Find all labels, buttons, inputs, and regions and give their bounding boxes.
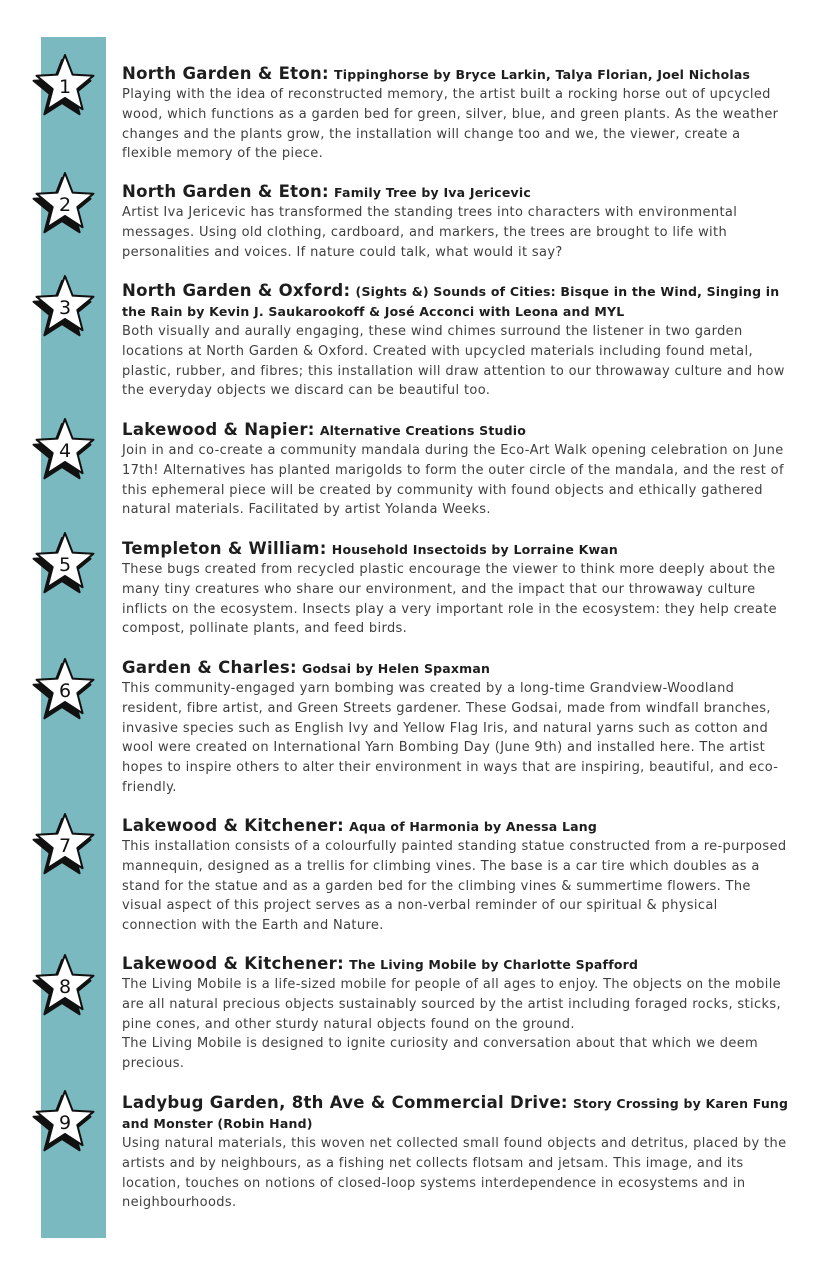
entry-title: The Living Mobile by Charlotte Spafford [349,957,639,972]
entry-number: 3 [58,297,72,319]
entry-description [122,975,792,1074]
star-number-badge [33,1089,97,1153]
entry-heading [122,658,792,678]
entry-description [122,203,792,262]
entry-location: North Garden & Eton: [122,64,329,83]
star-number-badge [33,953,97,1017]
entry-number: 9 [58,1112,72,1134]
description-paragraph: These bugs created from recycled plastic encourage the viewer to think more deeply about the many tiny creatures who share our environment, and the impact that our throwaway culture inflicts on the ecosystem. Insects play a very important role in the ecosystem: they help create compost, pollinate plants, and feed birds. [122,562,777,637]
description-paragraph: This installation consists of a colourfully painted standing statue constructed from a re-purposed mannequin, designed as a trellis for climbing vines. The base is a car tire which doubles as a stand for the statue and as a garden bed for the climbing vines & summertime flowers. The visual aspect of this project serves as a non-verbal reminder of our spiritual & physical connection with the Earth and Nature. [122,839,787,934]
entry-location: Garden & Charles: [122,658,297,677]
entry-location: North Garden & Eton: [122,182,329,201]
entry-heading [122,420,792,440]
entry-description [122,441,792,520]
entry-description [122,322,792,401]
star-number-badge [33,812,97,876]
entry-location: Lakewood & Napier: [122,420,315,439]
entry [122,539,792,639]
entry [122,658,792,798]
entry-title: Household Insectoids by Lorraine Kwan [331,542,618,557]
entry-number: 5 [58,554,72,576]
entry-location: North Garden & Oxford: [122,281,351,300]
description-paragraph: Using natural materials, this woven net collected small found objects and detritus, placed by the artists and by neighbours, as a fishing net collects flotsam and jetsam. This image, and its location, touches on notions of closed-loop systems interdependence in ecosystems and in neighbourhoods. [122,1136,787,1211]
entry-title: Alternative Creations Studio [319,423,527,438]
star-number-badge [33,53,97,117]
entry-title: Aqua of Harmonia by Anessa Lang [349,819,598,834]
entry-description [122,837,792,936]
entry-location: Templeton & William: [122,539,327,558]
entry-description [122,85,792,164]
entry-location: Lakewood & Kitchener: [122,954,344,973]
entry-heading [122,281,792,321]
entry [122,1093,792,1213]
entry [122,420,792,520]
entry-number: 6 [58,680,72,702]
entry-description [122,679,792,798]
entry-number: 7 [58,835,72,857]
entry-number: 8 [58,976,72,998]
description-paragraph: Both visually and aurally engaging, these wind chimes surround the listener in two garden locations at North Garden & Oxford. Created with upcycled materials including found metal, plastic, rubber, and fibres; this installation will draw attention to our throwaway culture and how the everyday objects we discard can be beautiful too. [122,324,785,399]
entry-description [122,560,792,639]
entry-number: 1 [58,76,72,98]
star-number-badge [33,274,97,338]
entry-heading [122,1093,792,1133]
entry [122,182,792,262]
description-paragraph: Playing with the idea of reconstructed memory, the artist built a rocking horse out of upcycled wood, which functions as a garden bed for green, silver, blue, and green plants. As the weather changes and the plants grow, the installation will change too and we, the viewer, create a flexible memory of the piece. [122,87,779,162]
description-paragraph: The Living Mobile is a life-sized mobile for people of all ages to enjoy. The objects on the mobile are all natural precious objects sustainably sourced by the artist including foraged rocks, sticks, pine cones, and other sturdy natural objects found on the ground. [122,977,781,1032]
entry-description [122,1134,792,1213]
entry [122,816,792,936]
entry-title: Tippinghorse by Bryce Larkin, Talya Florian, Joel Nicholas [334,67,751,82]
entry-heading [122,954,792,974]
entry-location: Lakewood & Kitchener: [122,816,344,835]
entry [122,281,792,401]
entry-title: (Sights &) Sounds of Cities: Bisque in the Wind, Singing in the Rain by Kevin J. Saukarookoff & José Acconci with Leona and MYL [122,284,780,319]
entry [122,954,792,1074]
description-paragraph: The Living Mobile is designed to ignite curiosity and conversation about that which we deem precious. [122,1036,759,1072]
entry-number: 2 [58,194,72,216]
star-number-badge [33,657,97,721]
star-number-badge [33,417,97,481]
description-paragraph: This community-engaged yarn bombing was created by a long-time Grandview-Woodland resident, fibre artist, and Green Streets gardener. These Godsai, made from windfall branches, invasive species such as English Ivy and Yellow Flag Iris, and natural yarns such as cotton and wool were created on International Yarn Bombing Day (June 9th) and installed here. The artist hopes to inspire others to alter their environment in ways that are inspiring, beautiful, and eco-friendly. [122,681,779,795]
star-number-badge [33,531,97,595]
entry-number: 4 [58,440,72,462]
entry-location: Ladybug Garden, 8th Ave & Commercial Drive: [122,1093,568,1112]
description-paragraph: Join in and co-create a community mandala during the Eco-Art Walk opening celebration on June 17th! Alternatives has planted marigolds to form the outer circle of the mandala, and the rest of this ephemeral piece will be created by community with found objects and ethically gathered natural materials. Facilitated by artist Yolanda Weeks. [122,443,784,518]
entry-heading [122,816,792,836]
entry-title: Family Tree by Iva Jericevic [334,185,531,200]
entry-heading [122,539,792,559]
entry [122,64,792,164]
entry-title: Godsai by Helen Spaxman [302,661,491,676]
entry-title: Story Crossing by Karen Fung and Monster (Robin Hand) [122,1096,789,1131]
entry-heading [122,64,792,84]
entry-heading [122,182,792,202]
description-paragraph: Artist Iva Jericevic has transformed the standing trees into characters with environmental messages. Using old clothing, cardboard, and markers, the trees are brought to life with personalities and voices. If nature could talk, what would it say? [122,205,738,260]
star-number-badge [33,171,97,235]
